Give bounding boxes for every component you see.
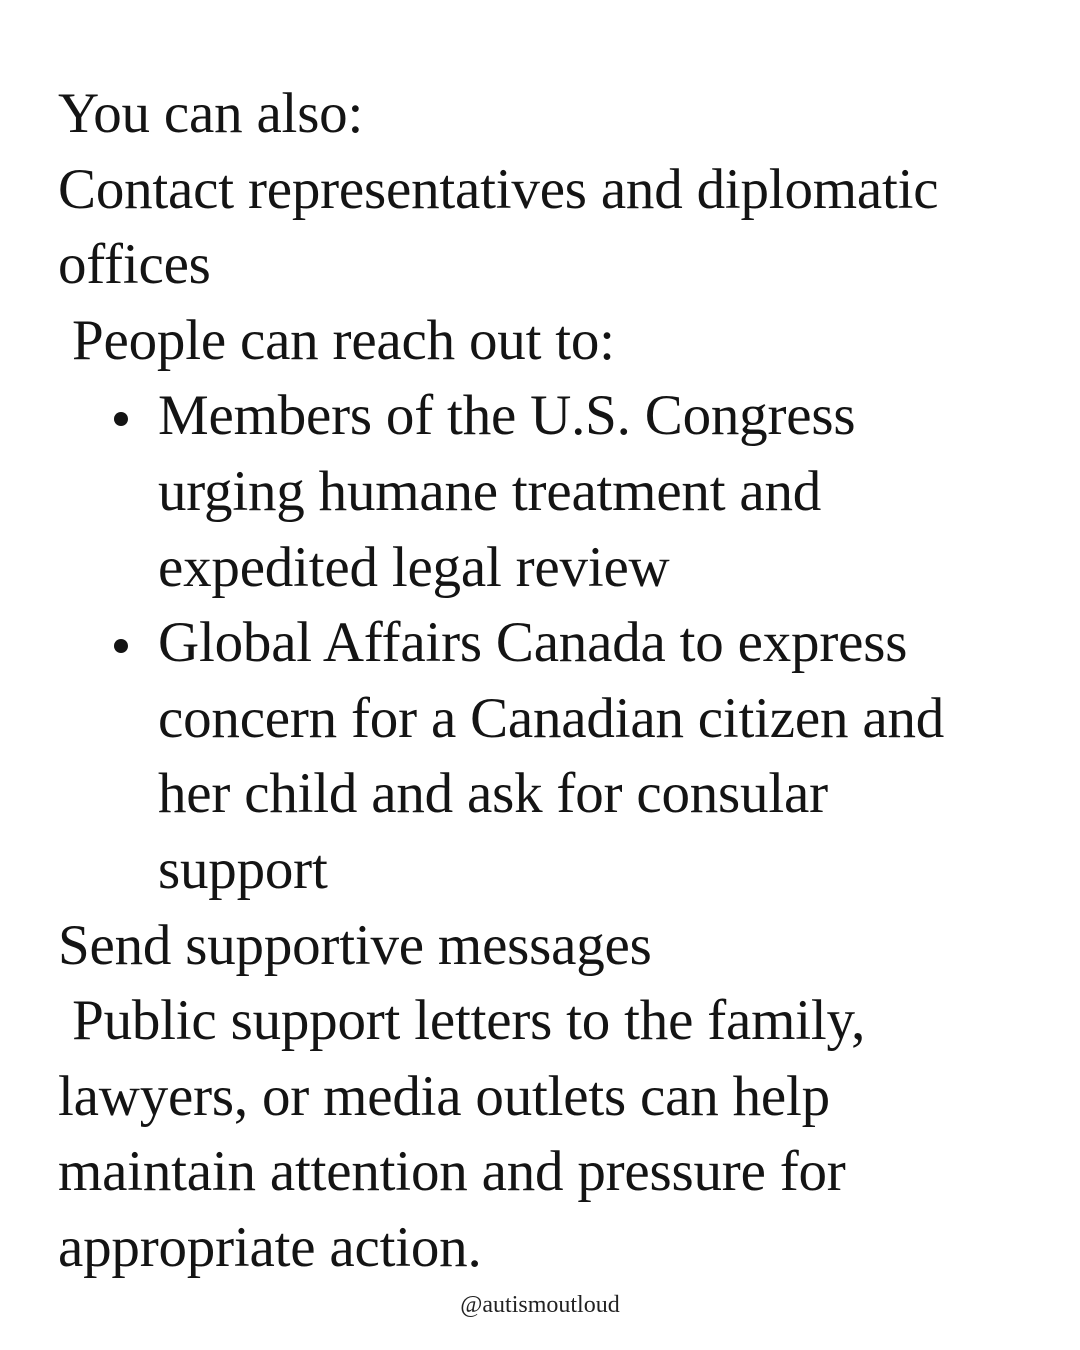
bullet-dot-icon [114, 412, 128, 426]
bullet-text-global-affairs: Global Affairs Canada to express concern for a Canadian citizen and her child and ask for consular support [158, 611, 945, 901]
bullet-text-congress: Members of the U.S. Congress urging humane treatment and expedited legal review [158, 384, 856, 599]
section-heading-messages: Send supportive messages [58, 913, 652, 977]
section-lead-reach-out: People can reach out to: [72, 308, 615, 372]
section-body-messages-text: Public support letters to the family, lawyers, or media outlets can help maintain attention and pressure for appropriate action. [58, 989, 866, 1279]
intro-text: You can also: [58, 82, 364, 145]
post-content [58, 76, 1048, 1286]
bullet-item-global-affairs [158, 605, 998, 907]
account-handle: @autismoutloud [460, 1292, 620, 1318]
section-body-messages [58, 983, 938, 1285]
bullet-dot-icon [114, 639, 128, 653]
bullet-item-congress [158, 378, 998, 605]
bullet-list [58, 378, 1048, 907]
section-heading-contact: Contact representatives and diplomatic offices [58, 157, 939, 297]
